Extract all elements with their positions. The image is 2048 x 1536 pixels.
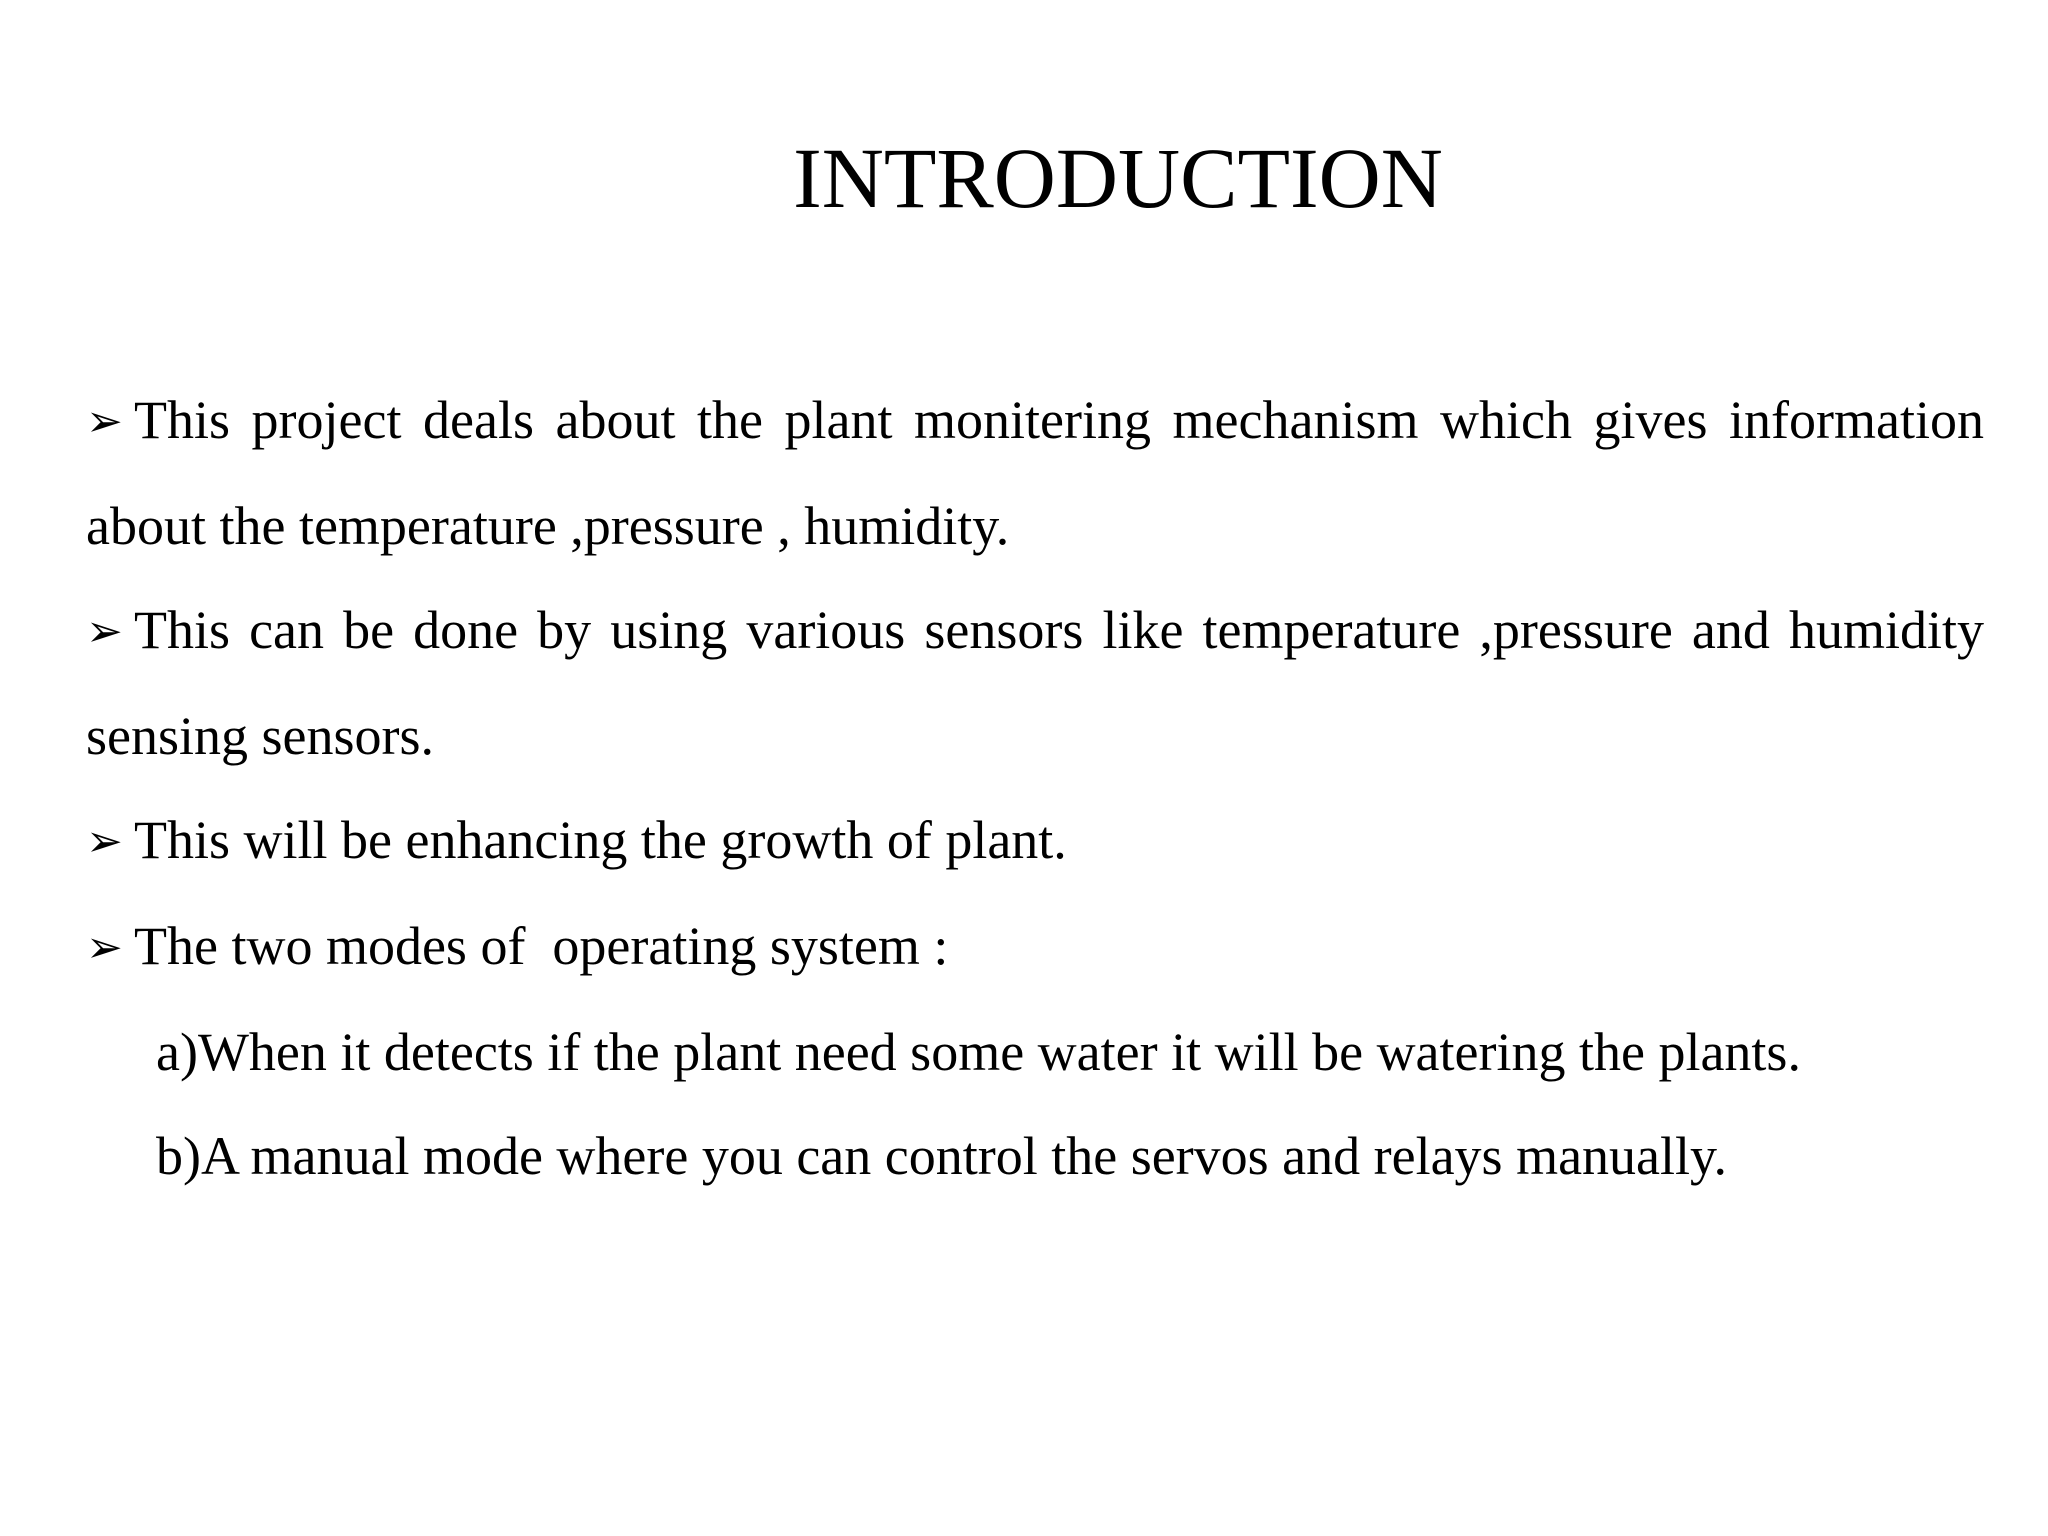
bullet-text: This project deals about the plant monitering mechanism which gives information about the temperature ,pressure , humidity. bbox=[86, 390, 1984, 556]
sub-item-text: a)When it detects if the plant need some water it will be watering the plants. bbox=[156, 1022, 1801, 1082]
bullet-item bbox=[86, 368, 1984, 578]
bullet-text: This will be enhancing the growth of plant. bbox=[134, 810, 1067, 870]
bullet-text: The two modes of operating system : bbox=[134, 916, 949, 976]
slide-body bbox=[86, 368, 1984, 1208]
arrow-bullet-icon: ➢ bbox=[86, 816, 123, 867]
arrow-bullet-icon: ➢ bbox=[86, 922, 123, 973]
arrow-bullet-icon: ➢ bbox=[86, 396, 123, 447]
bullet-item bbox=[86, 788, 1984, 894]
sub-item bbox=[86, 1104, 1984, 1208]
bullet-item bbox=[86, 578, 1984, 788]
bullet-item bbox=[86, 894, 1984, 1000]
arrow-bullet-icon: ➢ bbox=[86, 606, 123, 657]
slide-title: INTRODUCTION bbox=[793, 130, 1443, 226]
bullet-text: This can be done by using various sensors like temperature ,pressure and humidity sensing sensors. bbox=[86, 600, 1984, 766]
sub-item bbox=[86, 1000, 1984, 1104]
sub-item-text: b)A manual mode where you can control the servos and relays manually. bbox=[156, 1126, 1728, 1186]
